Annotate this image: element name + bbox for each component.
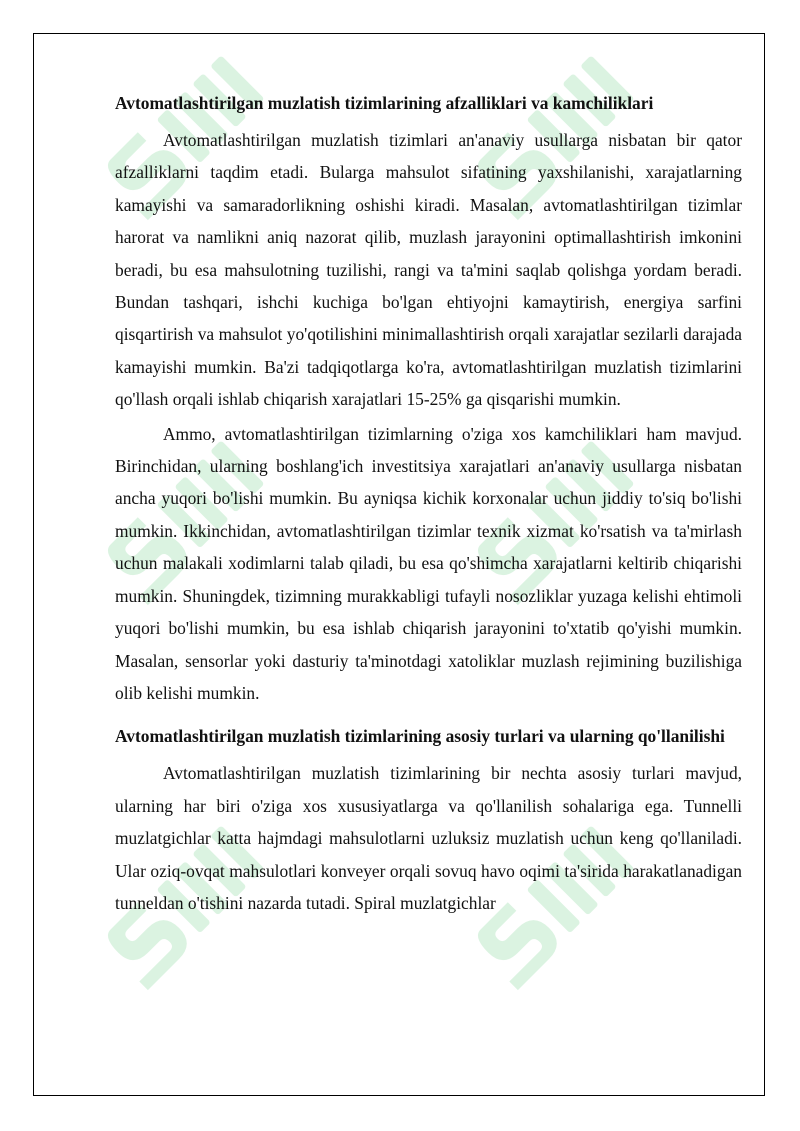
paragraph-disadvantages: Ammo, avtomatlashtirilgan tizimlarning o'ziga xos kamchiliklari ham mavjud. Birinchidan, ularning boshlang'ich investitsiya xarajatlari an'anaviy usullarga nisbatan ancha yuqori bo'lishi mumkin. Bu ayniqsa kichik korxonalar uchun jiddiy to'siq bo'lishi mumkin. Ikkinchidan, avtomatlashtirilgan tizimlar texnik xizmat ko'rsatish va ta'mirlash uchun malakali xodimlarni talab qiladi, bu esa qo'shimcha xarajatlarni keltirib chiqarishi mumkin. Shuningdek, tizimning murakkabligi tufayli nosozliklar yuzaga kelishi ehtimoli yuqori bo'lishi mumkin, bu esa ishlab chiqarish jarayonini to'xtatib qo'yishi mumkin. Masalan, sensorlar yoki dasturiy ta'minotdagi xatoliklar muzlash rejimining buzilishiga olib kelishi mumkin. (115, 423, 742, 703)
document-body (115, 92, 742, 919)
section-heading-types: Avtomatlashtirilgan muzlatish tizimlarining asosiy turlari va ularning qo'llanilishi (115, 726, 725, 747)
section-heading-advantages: Avtomatlashtirilgan muzlatish tizimlarining afzalliklari va kamchiliklari (115, 93, 654, 113)
paragraph-types: Avtomatlashtirilgan muzlatish tizimlarining bir nechta asosiy turlari mavjud, ularning har biri o'ziga xos xususiyatlarga va qo'llanilish sohalariga ega. Tunnelli muzlatgichlar katta hajmdagi mahsulotlarni uzluksiz muzlatish uchun keng qo'llaniladi. Ular oziq-ovqat mahsulotlari konveyer orqali sovuq havo oqimi ta'sirida harakatlanadigan tunneldan o'tishini nazarda tutadi. Spiral muzlatgichlar (115, 763, 742, 913)
paragraph-advantages: Avtomatlashtirilgan muzlatish tizimlari an'anaviy usullarga nisbatan bir qator afzalliklarni taqdim etadi. Bularga mahsulot sifatining yaxshilanishi, xarajatlarning kamayishi va samaradorlikning oshishi kiradi. Masalan, avtomatlashtirilgan tizimlar harorat va namlikni aniq nazorat qilib, muzlash jarayonini optimallashtirish imkonini beradi, bu esa mahsulotning tuzilishi, rangi va ta'mini saqlab qolishga yordam beradi. Bundan tashqari, ishchi kuchiga bo'lgan ehtiyojni kamaytirish, energiya sarfini qisqartirish va mahsulot yo'qotilishini minimallashtirish orqali xarajatlar sezilarli darajada kamayishi mumkin. Ba'zi tadqiqotlarga ko'ra, avtomatlashtirilgan muzlatish tizimlarini qo'llash orqali ishlab chiqarish xarajatlari 15-25% ga qisqarishi mumkin. (115, 130, 742, 410)
